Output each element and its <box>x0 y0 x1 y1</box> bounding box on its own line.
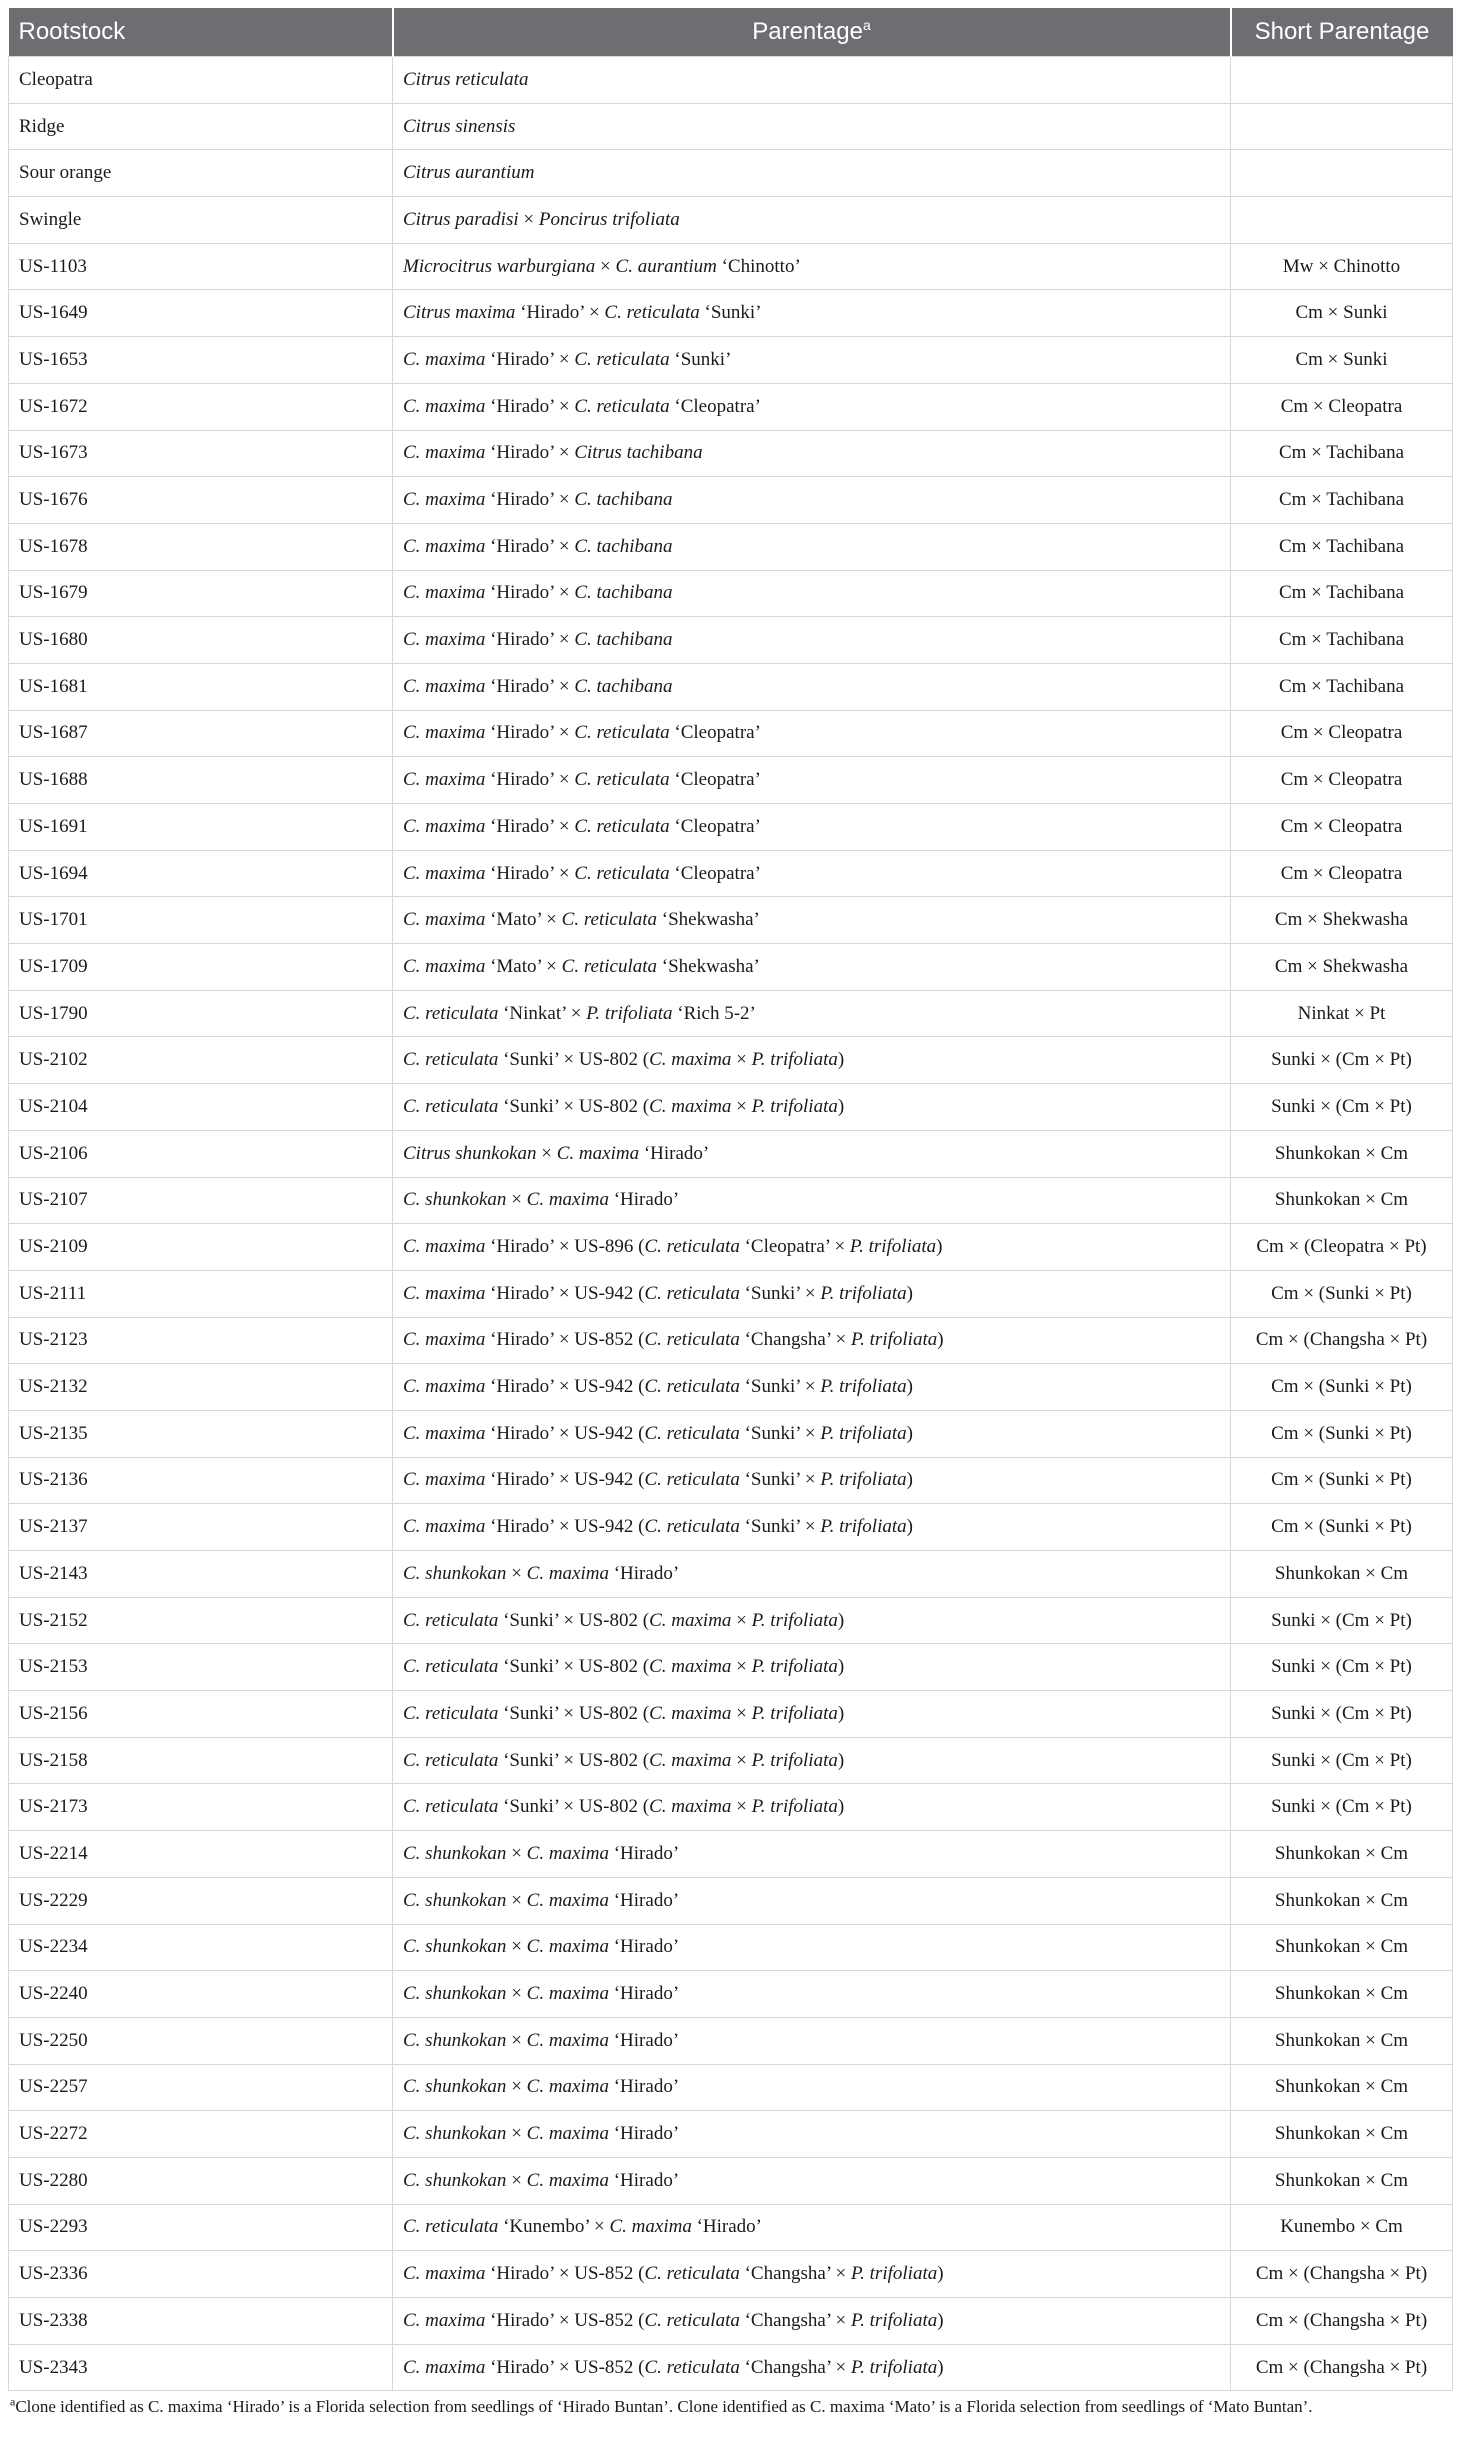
rootstock-cell: US-1672 <box>9 383 393 430</box>
table-row <box>9 1504 1453 1551</box>
short-parentage-cell: Shunkokan × Cm <box>1231 1130 1453 1177</box>
parentage-cell: C. maxima ‘Hirado’ × C. reticulata ‘Cleopatra’ <box>393 757 1231 804</box>
rootstock-cell: US-2132 <box>9 1364 393 1411</box>
short-parentage-cell: Cm × Cleopatra <box>1231 804 1453 851</box>
table-row <box>9 2204 1453 2251</box>
parentage-cell: C. maxima ‘Hirado’ × Citrus tachibana <box>393 430 1231 477</box>
parentage-cell: C. maxima ‘Hirado’ × C. reticulata ‘Sunki’ <box>393 337 1231 384</box>
rootstock-cell: US-2343 <box>9 2344 393 2391</box>
rootstock-cell: US-2106 <box>9 1130 393 1177</box>
short-parentage-cell: Cm × (Changsha × Pt) <box>1231 2344 1453 2391</box>
table-row <box>9 430 1453 477</box>
table-row <box>9 1924 1453 1971</box>
parentage-cell: C. maxima ‘Hirado’ × C. tachibana <box>393 663 1231 710</box>
table-row <box>9 197 1453 244</box>
rootstock-cell: Sour orange <box>9 150 393 197</box>
rootstock-cell: US-2135 <box>9 1410 393 1457</box>
rootstock-cell: US-2136 <box>9 1457 393 1504</box>
short-parentage-cell: Sunki × (Cm × Pt) <box>1231 1597 1453 1644</box>
parentage-cell: Citrus sinensis <box>393 103 1231 150</box>
short-parentage-cell <box>1231 103 1453 150</box>
header-parentage <box>393 8 1231 57</box>
short-parentage-cell: Shunkokan × Cm <box>1231 1177 1453 1224</box>
table-row <box>9 570 1453 617</box>
rootstock-cell: US-2137 <box>9 1504 393 1551</box>
rootstock-cell: US-1678 <box>9 523 393 570</box>
rootstock-cell: US-1676 <box>9 477 393 524</box>
table-row <box>9 1597 1453 1644</box>
table-row <box>9 1644 1453 1691</box>
table-row <box>9 1457 1453 1504</box>
short-parentage-cell: Shunkokan × Cm <box>1231 1831 1453 1878</box>
rootstock-cell: US-2104 <box>9 1084 393 1131</box>
table-row <box>9 1270 1453 1317</box>
short-parentage-cell: Cm × (Sunki × Pt) <box>1231 1364 1453 1411</box>
table-row <box>9 2298 1453 2345</box>
rootstock-cell: US-2338 <box>9 2298 393 2345</box>
table-row <box>9 477 1453 524</box>
rootstock-cell: US-1673 <box>9 430 393 477</box>
rootstock-cell: US-1653 <box>9 337 393 384</box>
header-row <box>9 8 1453 57</box>
parentage-cell: C. maxima ‘Hirado’ × US-942 (C. reticulata ‘Sunki’ × P. trifoliata) <box>393 1410 1231 1457</box>
table-row <box>9 103 1453 150</box>
parentage-cell: C. maxima ‘Hirado’ × C. tachibana <box>393 617 1231 664</box>
parentage-cell: C. reticulata ‘Sunki’ × US-802 (C. maxima × P. trifoliata) <box>393 1784 1231 1831</box>
short-parentage-cell: Cm × Tachibana <box>1231 430 1453 477</box>
short-parentage-cell: Cm × Tachibana <box>1231 617 1453 664</box>
table-row <box>9 1551 1453 1598</box>
header-short-parentage: Short Parentage <box>1231 8 1453 57</box>
short-parentage-cell: Cm × Sunki <box>1231 337 1453 384</box>
parentage-cell: C. maxima ‘Hirado’ × US-942 (C. reticulata ‘Sunki’ × P. trifoliata) <box>393 1457 1231 1504</box>
short-parentage-cell: Ninkat × Pt <box>1231 990 1453 1037</box>
table-row <box>9 1784 1453 1831</box>
short-parentage-cell: Cm × (Changsha × Pt) <box>1231 1317 1453 1364</box>
short-parentage-cell: Cm × Shekwasha <box>1231 944 1453 991</box>
parentage-cell: C. maxima ‘Mato’ × C. reticulata ‘Shekwasha’ <box>393 944 1231 991</box>
parentage-cell: C. maxima ‘Hirado’ × C. reticulata ‘Cleopatra’ <box>393 804 1231 851</box>
table-container <box>8 8 1452 2417</box>
table-row <box>9 243 1453 290</box>
table-footnote <box>8 2394 1452 2417</box>
parentage-cell: C. maxima ‘Hirado’ × US-852 (C. reticulata ‘Changsha’ × P. trifoliata) <box>393 1317 1231 1364</box>
footnote-text: Clone identified as C. maxima ‘Hirado’ is a Florida selection from seedlings of ‘Hirado Buntan’. Clone identified as C. maxima ‘Mato’ is a Florida selection from seedlings of ‘Mato Buntan’. <box>15 2397 1313 2417</box>
table-row <box>9 990 1453 1037</box>
parentage-cell: C. maxima ‘Hirado’ × US-852 (C. reticulata ‘Changsha’ × P. trifoliata) <box>393 2251 1231 2298</box>
short-parentage-cell: Sunki × (Cm × Pt) <box>1231 1784 1453 1831</box>
table-row <box>9 617 1453 664</box>
table-row <box>9 1130 1453 1177</box>
short-parentage-cell: Cm × Cleopatra <box>1231 383 1453 430</box>
rootstock-cell: US-1679 <box>9 570 393 617</box>
table-row <box>9 1084 1453 1131</box>
rootstock-cell: US-1694 <box>9 850 393 897</box>
header-parentage-footnote-marker: a <box>862 17 871 33</box>
rootstock-cell: US-2229 <box>9 1877 393 1924</box>
rootstock-cell: US-1709 <box>9 944 393 991</box>
parentage-cell: C. reticulata ‘Sunki’ × US-802 (C. maxima × P. trifoliata) <box>393 1691 1231 1738</box>
header-parentage-label: Parentage <box>752 18 863 45</box>
short-parentage-cell: Sunki × (Cm × Pt) <box>1231 1691 1453 1738</box>
parentage-cell: C. maxima ‘Mato’ × C. reticulata ‘Shekwasha’ <box>393 897 1231 944</box>
footnote-marker: a <box>10 2394 16 2409</box>
table-row <box>9 897 1453 944</box>
table-body <box>9 57 1453 2391</box>
table-row <box>9 1737 1453 1784</box>
parentage-cell: C. maxima ‘Hirado’ × C. tachibana <box>393 477 1231 524</box>
table-row <box>9 2064 1453 2111</box>
parentage-cell: C. reticulata ‘Sunki’ × US-802 (C. maxima × P. trifoliata) <box>393 1644 1231 1691</box>
rootstock-cell: US-2293 <box>9 2204 393 2251</box>
table-row <box>9 523 1453 570</box>
table-row <box>9 150 1453 197</box>
rootstock-parentage-table <box>8 8 1453 2391</box>
parentage-cell: Microcitrus warburgiana × C. aurantium ‘Chinotto’ <box>393 243 1231 290</box>
parentage-cell: C. shunkokan × C. maxima ‘Hirado’ <box>393 2157 1231 2204</box>
parentage-cell: C. reticulata ‘Sunki’ × US-802 (C. maxima × P. trifoliata) <box>393 1737 1231 1784</box>
table-row <box>9 1364 1453 1411</box>
rootstock-cell: US-1688 <box>9 757 393 804</box>
short-parentage-cell: Cm × (Sunki × Pt) <box>1231 1270 1453 1317</box>
table-row <box>9 663 1453 710</box>
short-parentage-cell: Mw × Chinotto <box>1231 243 1453 290</box>
parentage-cell: C. shunkokan × C. maxima ‘Hirado’ <box>393 1924 1231 1971</box>
rootstock-cell: US-1680 <box>9 617 393 664</box>
parentage-cell: C. maxima ‘Hirado’ × US-852 (C. reticulata ‘Changsha’ × P. trifoliata) <box>393 2298 1231 2345</box>
short-parentage-cell: Cm × Cleopatra <box>1231 850 1453 897</box>
short-parentage-cell: Shunkokan × Cm <box>1231 2111 1453 2158</box>
parentage-cell: C. maxima ‘Hirado’ × C. tachibana <box>393 523 1231 570</box>
table-row <box>9 1037 1453 1084</box>
short-parentage-cell: Cm × (Sunki × Pt) <box>1231 1457 1453 1504</box>
rootstock-cell: US-2109 <box>9 1224 393 1271</box>
short-parentage-cell: Cm × (Cleopatra × Pt) <box>1231 1224 1453 1271</box>
short-parentage-cell: Sunki × (Cm × Pt) <box>1231 1084 1453 1131</box>
rootstock-cell: US-1103 <box>9 243 393 290</box>
parentage-cell: C. maxima ‘Hirado’ × US-852 (C. reticulata ‘Changsha’ × P. trifoliata) <box>393 2344 1231 2391</box>
parentage-cell: C. maxima ‘Hirado’ × C. reticulata ‘Cleopatra’ <box>393 850 1231 897</box>
parentage-cell: C. shunkokan × C. maxima ‘Hirado’ <box>393 1971 1231 2018</box>
header-rootstock: Rootstock <box>9 8 393 57</box>
parentage-cell: C. maxima ‘Hirado’ × US-896 (C. reticulata ‘Cleopatra’ × P. trifoliata) <box>393 1224 1231 1271</box>
parentage-cell: C. maxima ‘Hirado’ × US-942 (C. reticulata ‘Sunki’ × P. trifoliata) <box>393 1364 1231 1411</box>
rootstock-cell: US-2158 <box>9 1737 393 1784</box>
table-row <box>9 1877 1453 1924</box>
rootstock-cell: US-2257 <box>9 2064 393 2111</box>
short-parentage-cell: Cm × Tachibana <box>1231 523 1453 570</box>
parentage-cell: C. maxima ‘Hirado’ × C. reticulata ‘Cleopatra’ <box>393 383 1231 430</box>
short-parentage-cell: Kunembo × Cm <box>1231 2204 1453 2251</box>
rootstock-cell: US-2153 <box>9 1644 393 1691</box>
parentage-cell: C. maxima ‘Hirado’ × US-942 (C. reticulata ‘Sunki’ × P. trifoliata) <box>393 1270 1231 1317</box>
rootstock-cell: US-2336 <box>9 2251 393 2298</box>
parentage-cell: C. maxima ‘Hirado’ × US-942 (C. reticulata ‘Sunki’ × P. trifoliata) <box>393 1504 1231 1551</box>
table-row <box>9 804 1453 851</box>
short-parentage-cell: Shunkokan × Cm <box>1231 2017 1453 2064</box>
rootstock-cell: US-2111 <box>9 1270 393 1317</box>
short-parentage-cell: Shunkokan × Cm <box>1231 1971 1453 2018</box>
parentage-cell: C. shunkokan × C. maxima ‘Hirado’ <box>393 1177 1231 1224</box>
table-row <box>9 57 1453 104</box>
table-row <box>9 337 1453 384</box>
rootstock-cell: US-2250 <box>9 2017 393 2064</box>
short-parentage-cell <box>1231 57 1453 104</box>
rootstock-cell: US-1790 <box>9 990 393 1037</box>
table-row <box>9 1224 1453 1271</box>
parentage-cell: C. reticulata ‘Ninkat’ × P. trifoliata ‘Rich 5-2’ <box>393 990 1231 1037</box>
short-parentage-cell: Cm × (Changsha × Pt) <box>1231 2251 1453 2298</box>
parentage-cell: Citrus paradisi × Poncirus trifoliata <box>393 197 1231 244</box>
short-parentage-cell: Cm × Cleopatra <box>1231 710 1453 757</box>
table-row <box>9 2251 1453 2298</box>
short-parentage-cell: Cm × Sunki <box>1231 290 1453 337</box>
rootstock-cell: US-2280 <box>9 2157 393 2204</box>
rootstock-cell: US-2123 <box>9 1317 393 1364</box>
short-parentage-cell: Shunkokan × Cm <box>1231 2064 1453 2111</box>
rootstock-cell: US-2240 <box>9 1971 393 2018</box>
rootstock-cell: US-1691 <box>9 804 393 851</box>
table-row <box>9 2017 1453 2064</box>
table-row <box>9 2157 1453 2204</box>
parentage-cell: C. shunkokan × C. maxima ‘Hirado’ <box>393 1551 1231 1598</box>
rootstock-cell: US-1687 <box>9 710 393 757</box>
short-parentage-cell <box>1231 150 1453 197</box>
short-parentage-cell: Cm × (Sunki × Pt) <box>1231 1504 1453 1551</box>
short-parentage-cell: Cm × Cleopatra <box>1231 757 1453 804</box>
short-parentage-cell: Sunki × (Cm × Pt) <box>1231 1644 1453 1691</box>
rootstock-cell: Ridge <box>9 103 393 150</box>
table-row <box>9 1177 1453 1224</box>
table-row <box>9 944 1453 991</box>
rootstock-cell: US-2234 <box>9 1924 393 1971</box>
table-row <box>9 2111 1453 2158</box>
rootstock-cell: US-2152 <box>9 1597 393 1644</box>
rootstock-cell: US-2272 <box>9 2111 393 2158</box>
rootstock-cell: US-2173 <box>9 1784 393 1831</box>
rootstock-cell: US-2156 <box>9 1691 393 1738</box>
short-parentage-cell: Sunki × (Cm × Pt) <box>1231 1737 1453 1784</box>
short-parentage-cell: Cm × Tachibana <box>1231 570 1453 617</box>
rootstock-cell: Swingle <box>9 197 393 244</box>
rootstock-cell: US-2143 <box>9 1551 393 1598</box>
table-row <box>9 290 1453 337</box>
table-row <box>9 2344 1453 2391</box>
rootstock-cell: US-1701 <box>9 897 393 944</box>
short-parentage-cell: Cm × Tachibana <box>1231 663 1453 710</box>
table-row <box>9 383 1453 430</box>
parentage-cell: C. shunkokan × C. maxima ‘Hirado’ <box>393 2017 1231 2064</box>
parentage-cell: C. reticulata ‘Kunembo’ × C. maxima ‘Hirado’ <box>393 2204 1231 2251</box>
parentage-cell: C. reticulata ‘Sunki’ × US-802 (C. maxima × P. trifoliata) <box>393 1037 1231 1084</box>
table-row <box>9 850 1453 897</box>
table-row <box>9 1971 1453 2018</box>
table-row <box>9 1691 1453 1738</box>
rootstock-cell: US-2102 <box>9 1037 393 1084</box>
short-parentage-cell: Cm × Shekwasha <box>1231 897 1453 944</box>
short-parentage-cell <box>1231 197 1453 244</box>
table-row <box>9 1831 1453 1878</box>
rootstock-cell: US-2214 <box>9 1831 393 1878</box>
short-parentage-cell: Shunkokan × Cm <box>1231 1924 1453 1971</box>
parentage-cell: C. maxima ‘Hirado’ × C. tachibana <box>393 570 1231 617</box>
short-parentage-cell: Sunki × (Cm × Pt) <box>1231 1037 1453 1084</box>
parentage-cell: C. shunkokan × C. maxima ‘Hirado’ <box>393 2064 1231 2111</box>
parentage-cell: C. reticulata ‘Sunki’ × US-802 (C. maxima × P. trifoliata) <box>393 1597 1231 1644</box>
parentage-cell: Citrus aurantium <box>393 150 1231 197</box>
rootstock-cell: US-2107 <box>9 1177 393 1224</box>
rootstock-cell: US-1649 <box>9 290 393 337</box>
parentage-cell: Citrus reticulata <box>393 57 1231 104</box>
rootstock-cell: US-1681 <box>9 663 393 710</box>
short-parentage-cell: Shunkokan × Cm <box>1231 1551 1453 1598</box>
short-parentage-cell: Shunkokan × Cm <box>1231 1877 1453 1924</box>
short-parentage-cell: Cm × (Changsha × Pt) <box>1231 2298 1453 2345</box>
parentage-cell: C. shunkokan × C. maxima ‘Hirado’ <box>393 1831 1231 1878</box>
table-row <box>9 710 1453 757</box>
table-row <box>9 1317 1453 1364</box>
table-row <box>9 757 1453 804</box>
rootstock-cell: Cleopatra <box>9 57 393 104</box>
short-parentage-cell: Shunkokan × Cm <box>1231 2157 1453 2204</box>
parentage-cell: C. shunkokan × C. maxima ‘Hirado’ <box>393 1877 1231 1924</box>
short-parentage-cell: Cm × (Sunki × Pt) <box>1231 1410 1453 1457</box>
table-row <box>9 1410 1453 1457</box>
parentage-cell: Citrus maxima ‘Hirado’ × C. reticulata ‘Sunki’ <box>393 290 1231 337</box>
short-parentage-cell: Cm × Tachibana <box>1231 477 1453 524</box>
parentage-cell: C. reticulata ‘Sunki’ × US-802 (C. maxima × P. trifoliata) <box>393 1084 1231 1131</box>
parentage-cell: C. shunkokan × C. maxima ‘Hirado’ <box>393 2111 1231 2158</box>
parentage-cell: C. maxima ‘Hirado’ × C. reticulata ‘Cleopatra’ <box>393 710 1231 757</box>
parentage-cell: Citrus shunkokan × C. maxima ‘Hirado’ <box>393 1130 1231 1177</box>
